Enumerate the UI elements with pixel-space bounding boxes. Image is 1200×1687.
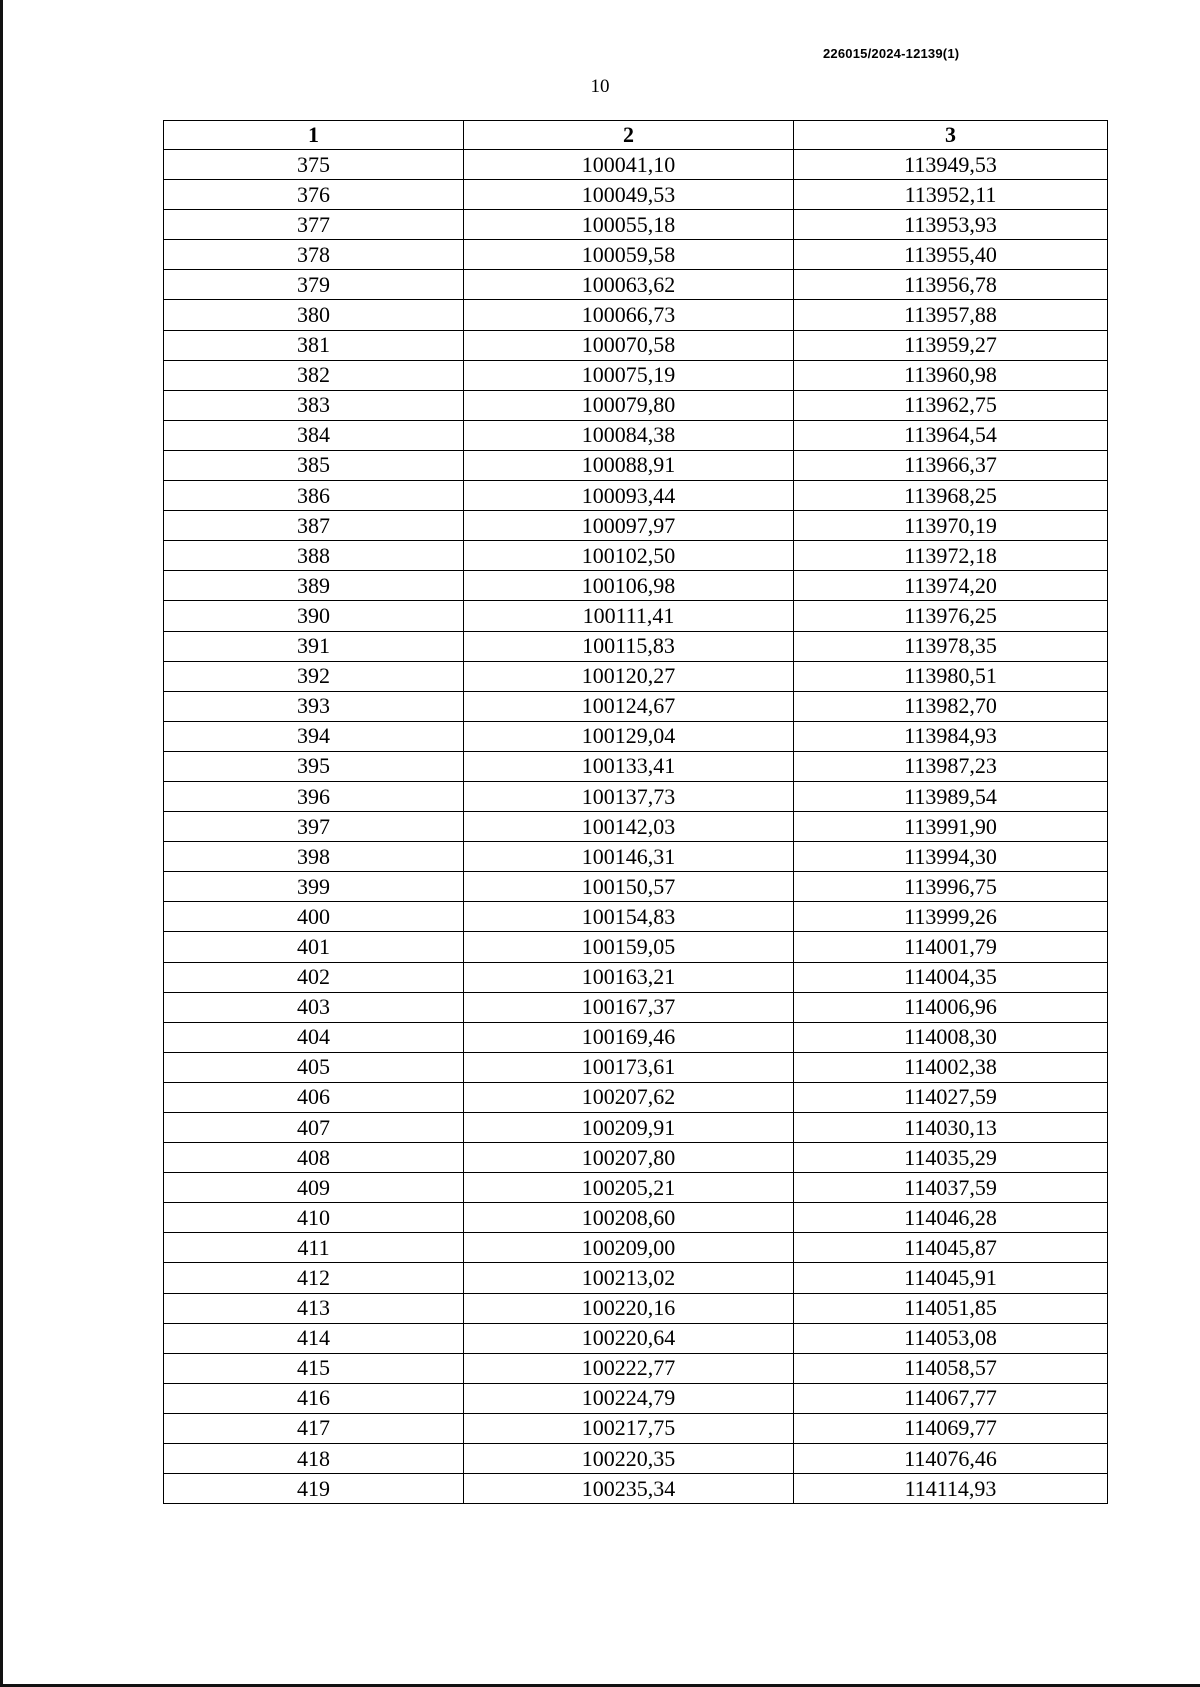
- y-coordinate-cell: 113999,26: [794, 902, 1108, 932]
- table-row: [164, 150, 1108, 180]
- table-row: [164, 1022, 1108, 1052]
- x-coordinate-cell: 100154,83: [464, 902, 794, 932]
- y-coordinate-cell: 114045,87: [794, 1233, 1108, 1263]
- y-coordinate-cell: 113949,53: [794, 150, 1108, 180]
- point-number-cell: 375: [164, 150, 464, 180]
- point-number-cell: 378: [164, 240, 464, 270]
- y-coordinate-cell: 114058,57: [794, 1353, 1108, 1383]
- x-coordinate-cell: 100169,46: [464, 1022, 794, 1052]
- x-coordinate-cell: 100120,27: [464, 661, 794, 691]
- table-header-row: [164, 121, 1108, 150]
- y-coordinate-cell: 113994,30: [794, 842, 1108, 872]
- table-row: [164, 1293, 1108, 1323]
- x-coordinate-cell: 100235,34: [464, 1474, 794, 1504]
- point-number-cell: 377: [164, 210, 464, 240]
- y-coordinate-cell: 114067,77: [794, 1383, 1108, 1413]
- table-row: [164, 932, 1108, 962]
- table-body: [164, 150, 1108, 1504]
- point-number-cell: 407: [164, 1113, 464, 1143]
- table-row: [164, 1263, 1108, 1293]
- table-header: [164, 121, 1108, 150]
- point-number-cell: 418: [164, 1444, 464, 1474]
- y-coordinate-cell: 114035,29: [794, 1143, 1108, 1173]
- point-number-cell: 417: [164, 1413, 464, 1443]
- table-row: [164, 1413, 1108, 1443]
- x-coordinate-cell: 100213,02: [464, 1263, 794, 1293]
- x-coordinate-cell: 100111,41: [464, 601, 794, 631]
- point-number-cell: 385: [164, 450, 464, 480]
- x-coordinate-cell: 100207,62: [464, 1082, 794, 1112]
- table-row: [164, 962, 1108, 992]
- table-row: [164, 210, 1108, 240]
- point-number-cell: 408: [164, 1143, 464, 1173]
- table-row: [164, 1203, 1108, 1233]
- point-number-cell: 380: [164, 300, 464, 330]
- point-number-cell: 387: [164, 511, 464, 541]
- y-coordinate-cell: 114027,59: [794, 1082, 1108, 1112]
- table-row: [164, 721, 1108, 751]
- column-header-1: 1: [164, 121, 464, 150]
- table-row: [164, 751, 1108, 781]
- point-number-cell: 414: [164, 1323, 464, 1353]
- x-coordinate-cell: 100059,58: [464, 240, 794, 270]
- x-coordinate-cell: 100167,37: [464, 992, 794, 1022]
- x-coordinate-cell: 100093,44: [464, 481, 794, 511]
- y-coordinate-cell: 113957,88: [794, 300, 1108, 330]
- y-coordinate-cell: 114046,28: [794, 1203, 1108, 1233]
- point-number-cell: 381: [164, 330, 464, 360]
- point-number-cell: 388: [164, 541, 464, 571]
- point-number-cell: 376: [164, 180, 464, 210]
- y-coordinate-cell: 113959,27: [794, 330, 1108, 360]
- y-coordinate-cell: 114076,46: [794, 1444, 1108, 1474]
- point-number-cell: 413: [164, 1293, 464, 1323]
- x-coordinate-cell: 100102,50: [464, 541, 794, 571]
- x-coordinate-cell: 100070,58: [464, 330, 794, 360]
- y-coordinate-cell: 114002,38: [794, 1052, 1108, 1082]
- x-coordinate-cell: 100205,21: [464, 1173, 794, 1203]
- column-header-3: 3: [794, 121, 1108, 150]
- x-coordinate-cell: 100209,00: [464, 1233, 794, 1263]
- table-row: [164, 631, 1108, 661]
- page-left-edge: [0, 0, 3, 1687]
- point-number-cell: 399: [164, 872, 464, 902]
- x-coordinate-cell: 100220,64: [464, 1323, 794, 1353]
- point-number-cell: 410: [164, 1203, 464, 1233]
- x-coordinate-cell: 100066,73: [464, 300, 794, 330]
- y-coordinate-cell: 113972,18: [794, 541, 1108, 571]
- point-number-cell: 396: [164, 781, 464, 811]
- y-coordinate-cell: 113960,98: [794, 360, 1108, 390]
- table-row: [164, 1143, 1108, 1173]
- point-number-cell: 401: [164, 932, 464, 962]
- point-number-cell: 405: [164, 1052, 464, 1082]
- x-coordinate-cell: 100150,57: [464, 872, 794, 902]
- table-row: [164, 270, 1108, 300]
- x-coordinate-cell: 100084,38: [464, 420, 794, 450]
- x-coordinate-cell: 100075,19: [464, 360, 794, 390]
- point-number-cell: 393: [164, 691, 464, 721]
- table-row: [164, 1383, 1108, 1413]
- y-coordinate-cell: 113962,75: [794, 390, 1108, 420]
- table-row: [164, 1113, 1108, 1143]
- document-number: 226015/2024-12139(1): [823, 46, 960, 61]
- table-row: [164, 902, 1108, 932]
- y-coordinate-cell: 113984,93: [794, 721, 1108, 751]
- point-number-cell: 390: [164, 601, 464, 631]
- x-coordinate-cell: 100173,61: [464, 1052, 794, 1082]
- x-coordinate-cell: 100063,62: [464, 270, 794, 300]
- y-coordinate-cell: 114053,08: [794, 1323, 1108, 1353]
- x-coordinate-cell: 100133,41: [464, 751, 794, 781]
- point-number-cell: 383: [164, 390, 464, 420]
- table-row: [164, 240, 1108, 270]
- table-row: [164, 1353, 1108, 1383]
- table-row: [164, 1082, 1108, 1112]
- x-coordinate-cell: 100049,53: [464, 180, 794, 210]
- x-coordinate-cell: 100208,60: [464, 1203, 794, 1233]
- y-coordinate-cell: 114051,85: [794, 1293, 1108, 1323]
- point-number-cell: 400: [164, 902, 464, 932]
- y-coordinate-cell: 113953,93: [794, 210, 1108, 240]
- y-coordinate-cell: 113991,90: [794, 812, 1108, 842]
- x-coordinate-cell: 100220,16: [464, 1293, 794, 1323]
- table-row: [164, 1444, 1108, 1474]
- table-row: [164, 571, 1108, 601]
- point-number-cell: 419: [164, 1474, 464, 1504]
- point-number-cell: 398: [164, 842, 464, 872]
- point-number-cell: 412: [164, 1263, 464, 1293]
- y-coordinate-cell: 114037,59: [794, 1173, 1108, 1203]
- column-header-2: 2: [464, 121, 794, 150]
- y-coordinate-cell: 113955,40: [794, 240, 1108, 270]
- y-coordinate-cell: 113996,75: [794, 872, 1108, 902]
- y-coordinate-cell: 113980,51: [794, 661, 1108, 691]
- page-number: 10: [590, 76, 610, 97]
- x-coordinate-cell: 100146,31: [464, 842, 794, 872]
- table-row: [164, 872, 1108, 902]
- point-number-cell: 404: [164, 1022, 464, 1052]
- table-row: [164, 511, 1108, 541]
- x-coordinate-cell: 100142,03: [464, 812, 794, 842]
- x-coordinate-cell: 100129,04: [464, 721, 794, 751]
- x-coordinate-cell: 100217,75: [464, 1413, 794, 1443]
- x-coordinate-cell: 100079,80: [464, 390, 794, 420]
- x-coordinate-cell: 100224,79: [464, 1383, 794, 1413]
- y-coordinate-cell: 114045,91: [794, 1263, 1108, 1293]
- x-coordinate-cell: 100041,10: [464, 150, 794, 180]
- table-row: [164, 450, 1108, 480]
- table-row: [164, 842, 1108, 872]
- x-coordinate-cell: 100159,05: [464, 932, 794, 962]
- y-coordinate-cell: 114004,35: [794, 962, 1108, 992]
- table-row: [164, 781, 1108, 811]
- table-row: [164, 1052, 1108, 1082]
- point-number-cell: 389: [164, 571, 464, 601]
- table-row: [164, 541, 1108, 571]
- y-coordinate-cell: 113989,54: [794, 781, 1108, 811]
- point-number-cell: 382: [164, 360, 464, 390]
- y-coordinate-cell: 113956,78: [794, 270, 1108, 300]
- point-number-cell: 386: [164, 481, 464, 511]
- x-coordinate-cell: 100220,35: [464, 1444, 794, 1474]
- table-row: [164, 1323, 1108, 1353]
- table-row: [164, 661, 1108, 691]
- y-coordinate-cell: 114001,79: [794, 932, 1108, 962]
- y-coordinate-cell: 113976,25: [794, 601, 1108, 631]
- table-row: [164, 420, 1108, 450]
- y-coordinate-cell: 113987,23: [794, 751, 1108, 781]
- y-coordinate-cell: 113974,20: [794, 571, 1108, 601]
- point-number-cell: 416: [164, 1383, 464, 1413]
- coordinates-table: [163, 120, 1108, 1504]
- table-row: [164, 691, 1108, 721]
- x-coordinate-cell: 100209,91: [464, 1113, 794, 1143]
- x-coordinate-cell: 100088,91: [464, 450, 794, 480]
- y-coordinate-cell: 113968,25: [794, 481, 1108, 511]
- y-coordinate-cell: 113964,54: [794, 420, 1108, 450]
- y-coordinate-cell: 113982,70: [794, 691, 1108, 721]
- y-coordinate-cell: 114114,93: [794, 1474, 1108, 1504]
- table-row: [164, 330, 1108, 360]
- table-row: [164, 390, 1108, 420]
- point-number-cell: 406: [164, 1082, 464, 1112]
- point-number-cell: 415: [164, 1353, 464, 1383]
- point-number-cell: 411: [164, 1233, 464, 1263]
- x-coordinate-cell: 100222,77: [464, 1353, 794, 1383]
- y-coordinate-cell: 113966,37: [794, 450, 1108, 480]
- x-coordinate-cell: 100163,21: [464, 962, 794, 992]
- table-row: [164, 300, 1108, 330]
- x-coordinate-cell: 100106,98: [464, 571, 794, 601]
- table-row: [164, 992, 1108, 1022]
- y-coordinate-cell: 113978,35: [794, 631, 1108, 661]
- point-number-cell: 397: [164, 812, 464, 842]
- point-number-cell: 392: [164, 661, 464, 691]
- x-coordinate-cell: 100137,73: [464, 781, 794, 811]
- x-coordinate-cell: 100124,67: [464, 691, 794, 721]
- table-row: [164, 360, 1108, 390]
- table-row: [164, 812, 1108, 842]
- y-coordinate-cell: 114069,77: [794, 1413, 1108, 1443]
- table-row: [164, 1233, 1108, 1263]
- point-number-cell: 394: [164, 721, 464, 751]
- y-coordinate-cell: 113952,11: [794, 180, 1108, 210]
- table-row: [164, 1474, 1108, 1504]
- table-row: [164, 481, 1108, 511]
- point-number-cell: 379: [164, 270, 464, 300]
- x-coordinate-cell: 100055,18: [464, 210, 794, 240]
- y-coordinate-cell: 113970,19: [794, 511, 1108, 541]
- point-number-cell: 409: [164, 1173, 464, 1203]
- x-coordinate-cell: 100115,83: [464, 631, 794, 661]
- point-number-cell: 391: [164, 631, 464, 661]
- point-number-cell: 402: [164, 962, 464, 992]
- point-number-cell: 395: [164, 751, 464, 781]
- point-number-cell: 403: [164, 992, 464, 1022]
- x-coordinate-cell: 100207,80: [464, 1143, 794, 1173]
- table-row: [164, 180, 1108, 210]
- x-coordinate-cell: 100097,97: [464, 511, 794, 541]
- point-number-cell: 384: [164, 420, 464, 450]
- table-row: [164, 1173, 1108, 1203]
- y-coordinate-cell: 114030,13: [794, 1113, 1108, 1143]
- y-coordinate-cell: 114008,30: [794, 1022, 1108, 1052]
- table-row: [164, 601, 1108, 631]
- y-coordinate-cell: 114006,96: [794, 992, 1108, 1022]
